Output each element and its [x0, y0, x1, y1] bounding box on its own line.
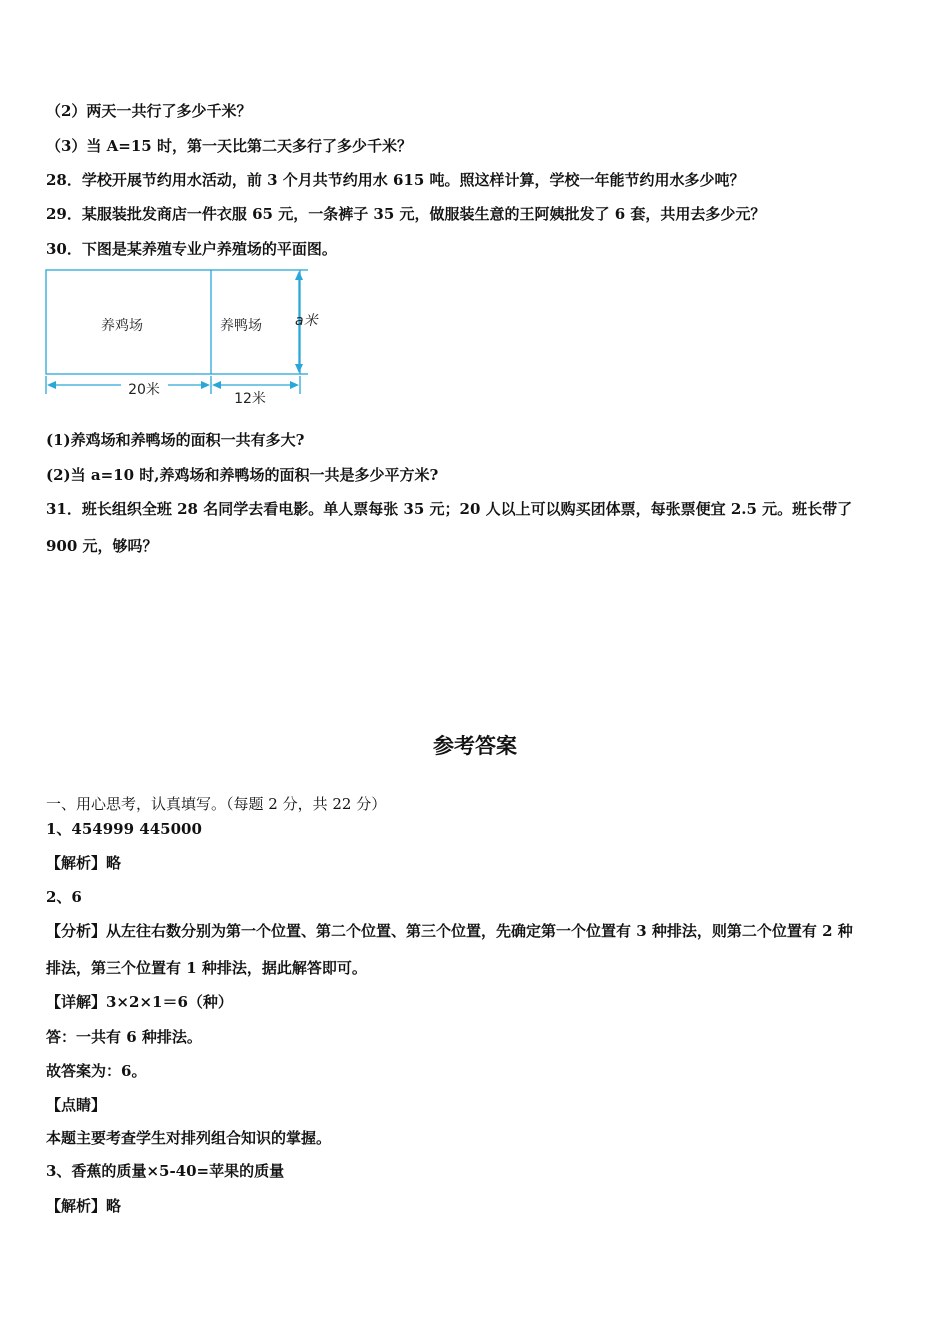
question-27-part-2: （2）两天一共行了多少千米？: [46, 102, 252, 120]
answer-2-point-label: 【点睛】: [46, 1096, 107, 1114]
question-27-part-3: （3）当 A=15 时，第一天比第二天多行了多少千米？: [46, 137, 412, 155]
answer-2-final: 故答案为：6。: [46, 1062, 147, 1080]
answer-2-answer: 答：一共有 6 种排法。: [46, 1028, 202, 1046]
answer-section-title: 参考答案: [433, 734, 517, 758]
answer-3: 3、香蕉的质量×5-40=苹果的质量: [46, 1162, 285, 1180]
question-29: 29．某服装批发商店一件衣服 65 元，一条裤子 35 元，做服装生意的王阿姨批发了 6 套，共用去多少元？: [46, 205, 766, 223]
answer-3-note: 【解析】略: [46, 1197, 122, 1215]
width1-label: 20米: [128, 382, 160, 398]
answer-2: 2、6: [46, 888, 82, 906]
question-30-part-2: (2)当 a=10 时,养鸡场和养鸭场的面积一共是多少平方米?: [46, 466, 439, 484]
question-31-line-2: 900 元，够吗？: [46, 537, 158, 555]
arrow-left-icon: [47, 381, 56, 389]
question-28: 28．学校开展节约用水活动，前 3 个月共节约用水 615 吨。照这样计算，学校一年能节约用水多少吨？: [46, 171, 745, 189]
arrow-right-icon: [290, 381, 299, 389]
answer-2-detail: 【详解】3×2×1＝6（种）: [46, 993, 233, 1011]
arrow-right-icon: [201, 381, 210, 389]
question-31-line-1: 31．班长组织全班 28 名同学去看电影。单人票每张 35 元；20 人以上可以购买团体票，每张票便宜 2.5 元。班长带了: [46, 500, 853, 518]
arrow-down-icon: [295, 364, 303, 373]
question-30-part-1: (1)养鸡场和养鸭场的面积一共有多大?: [46, 431, 305, 449]
duck-farm-label: 养鸭场: [220, 318, 262, 334]
arrow-up-icon: [295, 271, 303, 280]
answer-2-point: 本题主要考查学生对排列组合知识的掌握。: [46, 1129, 332, 1147]
farm-plan-diagram: [36, 262, 336, 412]
answer-2-analysis-line-1: 【分析】从左往右数分别为第一个位置、第二个位置、第三个位置，先确定第一个位置有 3 种排法，则第二个位置有 2 种: [46, 922, 853, 940]
answer-1: 1、454999 445000: [46, 820, 202, 838]
height-label: a米: [295, 313, 318, 329]
arrow-left-icon: [212, 381, 221, 389]
answer-section-header: 一、用心思考，认真填写。（每题 2 分，共 22 分）: [46, 795, 387, 813]
question-30: 30．下图是某养殖专业户养殖场的平面图。: [46, 240, 337, 258]
width2-label: 12米: [234, 391, 266, 407]
chicken-farm-label: 养鸡场: [101, 318, 143, 334]
answer-2-analysis-line-2: 排法，第三个位置有 1 种排法，据此解答即可。: [46, 959, 367, 977]
answer-1-note: 【解析】略: [46, 854, 122, 872]
